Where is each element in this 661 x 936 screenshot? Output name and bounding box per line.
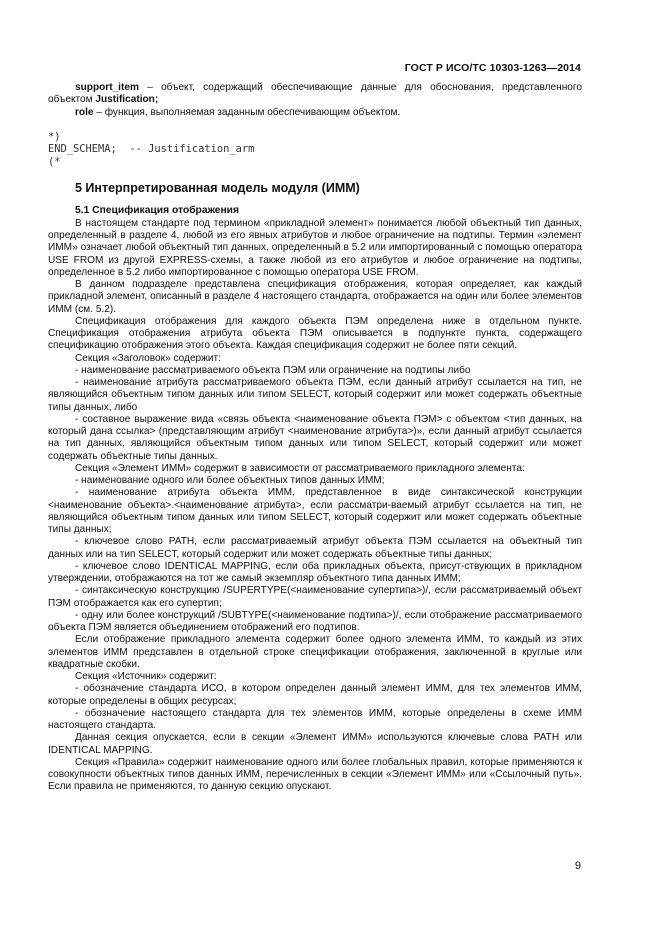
list-item: - наименование атрибута рассматриваемого объекта ПЭМ, если данный атрибут ссылается на тип, не являющийся объектным типом данных или типом SELECT, который содержит или может содержать объектные типы данных, либо: [48, 377, 582, 413]
definition-tail: Justification;: [95, 94, 159, 106]
page-number: 9: [574, 860, 581, 872]
paragraph: Спецификация отображения для каждого объекта ПЭМ определена ниже в отдельном пункте. Спецификация отображения атрибута объекта ПЭМ описывается в подпункте пункта, содержащего спецификацию отображения этого объекта. Каждая спецификация содержит не более пяти секций.: [48, 315, 582, 352]
paragraph: Секция «Элемент ИММ» содержит в зависимости от рассматриваемого прикладного элемента:: [75, 462, 525, 474]
list-item: - наименование атрибута объекта ИММ, представленное в виде синтаксической конструкции <наименование объекта>.<наименование атрибута>, если рассматри-ваемый атрибут ссылается на тип, не являющийся объектным типом данных или типом SELECT, который содержит или может содержать объектные типы данных;: [48, 487, 582, 535]
list-item: - синтаксическую конструкцию /SUPERTYPE(<наименование супертипа>)/, если рассматриваемый объект ПЭМ отображается как его супертип;: [48, 585, 582, 609]
paragraph: Данная секция опускается, если в секции «Элемент ИММ» используются ключевые слова PATH или IDENTICAL MAPPING.: [48, 732, 582, 756]
list-item: - составное выражение вида «связь объекта <наименование объекта ПЭМ> с объектом <тип данных, на который дана ссылка> (представляющим атрибут <наименование атрибута>)», если данный атрибут ссылается на тип данных, являющийся объектным типом данных или типом SELECT, который содержит или может содержать объектные типы данных.: [48, 413, 582, 462]
document-code: ГОСТ Р ИСО/ТС 10303-1263—2014: [404, 62, 581, 74]
list-item: - наименование рассматриваемого объекта ПЭМ или ограничение на подтипы либо: [75, 364, 471, 376]
definition-support-item: [48, 82, 582, 107]
paragraph: В данном подразделе представлена спецификация отображения, которая определяет, как каждый прикладной элемент, описанный в разделе 4 настоящего стандарта, отображается на один или более элементов ИММ (см. 5.2).: [48, 279, 582, 315]
term-role: role: [75, 106, 94, 118]
list-item: - ключевое слово PATH, если рассматриваемый атрибут объекта ПЭМ ссылается на объектный тип данных или на тип SELECT, который содержит или может содержать объектные типы данных;: [48, 536, 582, 560]
paragraph: Если отображение прикладного элемента содержит более одного элемента ИММ, то каждый из этих элементов ИММ представлен в отдельной строке спецификации отображения, заключенной в круглые или квадратные скобки.: [48, 634, 582, 670]
list-item: - обозначение стандарта ИСО, в котором определен данный элемент ИММ, для тех элементов ИММ, которые определены в общих ресурсах;: [48, 683, 582, 707]
paragraph: Секция «Источник» содержит:: [75, 671, 217, 682]
code-line: (*: [48, 155, 61, 168]
paragraph: В настоящем стандарте под термином «прикладной элемент» понимается любой объектный тип данных, определенный в разделе 4, любой из его явных атрибутов и любое ограничение на подтипы. Термин «элемент ИММ» означает любой объектный тип данных, определенный в 5.2 или импортированный с помощью оператора USE FROM из другой EXPRESS-схемы, а также любой из его атрибутов и любое ограничение на подтипы, определенное в 5.2 либо импортированное с помощью оператора USE FROM.: [48, 217, 582, 278]
paragraph: Секция «Заголовок» содержит:: [75, 352, 221, 364]
paragraph: Секция «Правила» содержит наименование одного или более глобальных правил, которые применяются к совокупности объектных типов данных ИММ, перечисленных в секции «Элемент ИММ» или «Ссылочный путь». Если правила не применяются, то данную секцию опускают.: [48, 756, 582, 793]
section-title: 5 Интерпретированная модель модуля (ИММ): [75, 181, 360, 196]
subsection-title: 5.1 Спецификация отображения: [75, 205, 240, 217]
code-line: *): [48, 130, 61, 143]
definition-text: – объект, содержащий обеспечивающие данные для обоснования, представленного объектом: [48, 82, 582, 106]
definition-role: [48, 107, 582, 119]
list-item: - ключевое слово IDENTICAL MAPPING, если оба прикладных объекта, присут-ствующих в прикладном утверждении, отображаются на тот же самый экземпляр объектного типа данных ИММ;: [48, 560, 582, 584]
list-item: - одну или более конструкций /SUBTYPE(<наименование подтипа>)/, если отображение рассматриваемого объекта ПЭМ является объединением отображений его подтипов.: [48, 609, 582, 633]
list-item: - обозначение настоящего стандарта для тех элементов ИММ, которые определены в схеме ИММ настоящего стандарта.: [48, 707, 582, 731]
page-body: [48, 82, 582, 794]
code-line: END_SCHEMA; -- Justification_arm: [48, 143, 255, 156]
term-support-item: support_item: [75, 82, 139, 93]
definition-text: – функция, выполняемая заданным обеспечивающим объектом.: [93, 106, 401, 118]
list-item: - наименование одного или более объектных типов данных ИММ;: [75, 475, 385, 486]
